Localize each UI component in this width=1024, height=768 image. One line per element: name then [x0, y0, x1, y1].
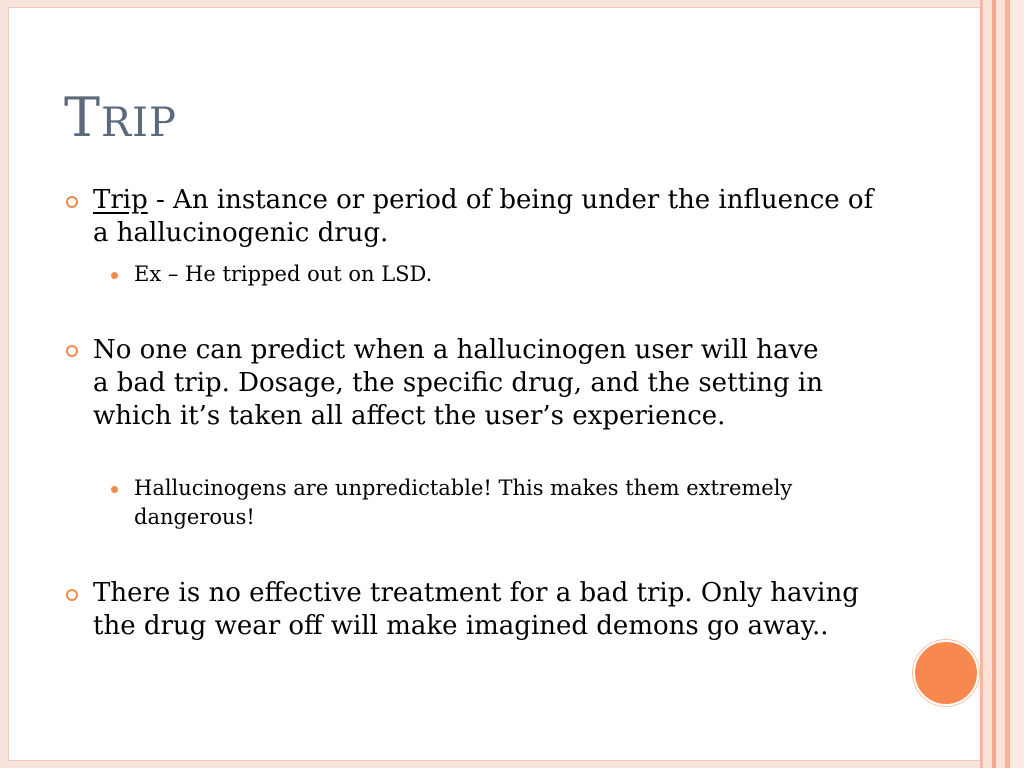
bullet-trip-definition: [93, 184, 883, 250]
title-rest: RIP: [101, 100, 177, 146]
sub-bullet-dot-icon: [111, 486, 118, 493]
term-trip: Trip: [93, 185, 148, 215]
bullet-no-treatment: There is no effective treatment for a bad trip. Only having the drug wear off will make imagined demons go away..: [93, 578, 859, 641]
bullet-bad-trip: No one can predict when a hallucinogen user will have a bad trip. Dosage, the specific drug, and the setting in which it’s taken all affect the user’s experience.: [93, 335, 823, 431]
sub-bullet-unpredictable: Hallucinogens are unpredictable! This makes them extremely dangerous!: [134, 476, 793, 529]
definition-text: - An instance or period of being under the influence of a hallucinogenic drug.: [93, 185, 874, 248]
title-initial: T: [64, 86, 102, 149]
bullet-ring-icon: [66, 196, 78, 208]
sub-bullet-dot-icon: [111, 272, 118, 279]
sub-bullet-example: Ex – He tripped out on LSD.: [134, 262, 433, 286]
bullet-ring-icon: [66, 589, 78, 601]
bullet-ring-icon: [66, 345, 78, 357]
